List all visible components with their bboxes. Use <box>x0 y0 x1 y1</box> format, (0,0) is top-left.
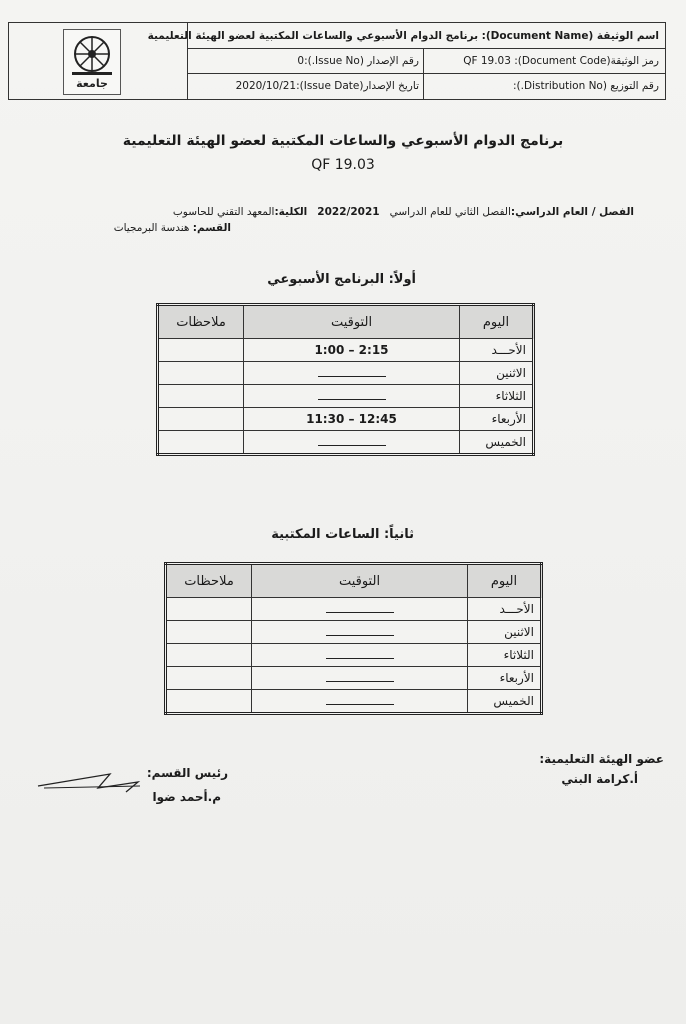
doc-name: اسم الوثيقة (Document Name): برنامج الدوام الأسبوعي والساعات المكتبية لعضو الهيئة التعليمية <box>147 29 659 42</box>
doc-code <box>423 48 665 73</box>
blank-line <box>326 602 394 613</box>
table-row <box>158 431 534 455</box>
table-row <box>166 690 542 714</box>
page-title: برنامج الدوام الأسبوعي والساعات المكتبية لعضو الهيئة التعليمية <box>122 133 564 149</box>
notes-cell <box>158 362 244 385</box>
time-cell: 2:15 – 1:00 <box>244 339 460 362</box>
blank-line <box>318 435 386 446</box>
issue-date: تاريخ الإصدار(Issue Date):2020/10/21 <box>235 80 419 92</box>
office-hours-table <box>164 562 543 715</box>
notes-cell <box>166 598 252 621</box>
time-cell <box>244 385 460 408</box>
university-logo <box>63 29 121 95</box>
time-cell <box>252 598 468 621</box>
table-row <box>166 621 542 644</box>
table-header-row <box>158 305 534 339</box>
member-name: أ.كرامة البني <box>561 772 638 786</box>
table-row <box>158 339 534 362</box>
notes-cell <box>158 431 244 455</box>
head-label: رئيس القسم: <box>146 766 228 780</box>
time-cell <box>244 362 460 385</box>
semester-info <box>173 206 634 218</box>
day-cell: الاثنين <box>460 362 534 385</box>
col-day: اليوم <box>468 564 542 598</box>
time-cell <box>252 690 468 714</box>
notes-cell <box>166 621 252 644</box>
signature-scribble-icon <box>36 768 146 798</box>
day-cell: الأربعاء <box>468 667 542 690</box>
semester-label: الفصل / العام الدراسي: <box>510 206 634 218</box>
time-cell <box>244 431 460 455</box>
table-row <box>166 667 542 690</box>
office-hours-heading: ثانياً: الساعات المكتبية <box>271 527 414 542</box>
blank-line <box>318 389 386 400</box>
notes-cell <box>158 385 244 408</box>
header-row-code <box>187 48 665 74</box>
blank-line <box>326 671 394 682</box>
day-cell: الخميس <box>460 431 534 455</box>
blank-line <box>326 648 394 659</box>
day-cell: الأحـــد <box>460 339 534 362</box>
time-cell: 12:45 – 11:30 <box>244 408 460 431</box>
page-title-code: QF 19.03 <box>311 157 375 173</box>
col-time: التوقيت <box>252 564 468 598</box>
blank-line <box>318 366 386 377</box>
notes-cell <box>166 644 252 667</box>
doc-code-value: QF 19.03 <box>463 54 511 67</box>
notes-cell <box>166 667 252 690</box>
dept-label: القسم: <box>192 222 231 234</box>
time-cell <box>252 621 468 644</box>
semester-value: الفصل الثاني للعام الدراسي <box>389 206 511 218</box>
notes-cell <box>166 690 252 714</box>
table-row <box>158 362 534 385</box>
col-day: اليوم <box>460 305 534 339</box>
issue-no: رقم الإصدار (Issue No.):0 <box>297 54 419 67</box>
blank-line <box>326 625 394 636</box>
academic-year: 2022/2021 <box>317 206 380 218</box>
day-cell: الأربعاء <box>460 408 534 431</box>
time-cell <box>252 644 468 667</box>
weekly-schedule-table <box>156 303 535 456</box>
head-name: م.أحمد ضوا <box>152 790 221 804</box>
day-cell: الأحـــد <box>468 598 542 621</box>
col-notes: ملاحظات <box>158 305 244 339</box>
wheel-logo-icon <box>64 30 120 94</box>
dept-value: هندسة البرمجيات <box>113 222 190 234</box>
col-time: التوقيت <box>244 305 460 339</box>
distribution-no: رقم التوزيع (Distribution No.): <box>423 73 665 99</box>
doc-code-label: رمز الوثيقة(Document Code): <box>514 54 659 67</box>
notes-cell <box>158 339 244 362</box>
table-row <box>166 644 542 667</box>
col-notes: ملاحظات <box>166 564 252 598</box>
blank-line <box>326 694 394 705</box>
table-row <box>158 385 534 408</box>
header-row-doc-name <box>147 23 665 49</box>
day-cell: الثلاثاء <box>468 644 542 667</box>
table-row <box>158 408 534 431</box>
notes-cell <box>158 408 244 431</box>
day-cell: الثلاثاء <box>460 385 534 408</box>
time-cell <box>252 667 468 690</box>
header-row-distribution <box>187 73 665 99</box>
day-cell: الاثنين <box>468 621 542 644</box>
college-label: الكلية: <box>274 206 308 218</box>
day-cell: الخميس <box>468 690 542 714</box>
department-info <box>114 222 231 234</box>
weekly-heading: أولاً: البرنامج الأسبوعي <box>267 272 416 287</box>
table-header-row <box>166 564 542 598</box>
table-row <box>166 598 542 621</box>
document-header-table <box>8 22 666 100</box>
logo-text: جامعة <box>76 77 108 90</box>
college-value: المعهد التقني للحاسوب <box>172 206 275 218</box>
member-label: عضو الهيئة التعليمية: <box>539 752 664 766</box>
